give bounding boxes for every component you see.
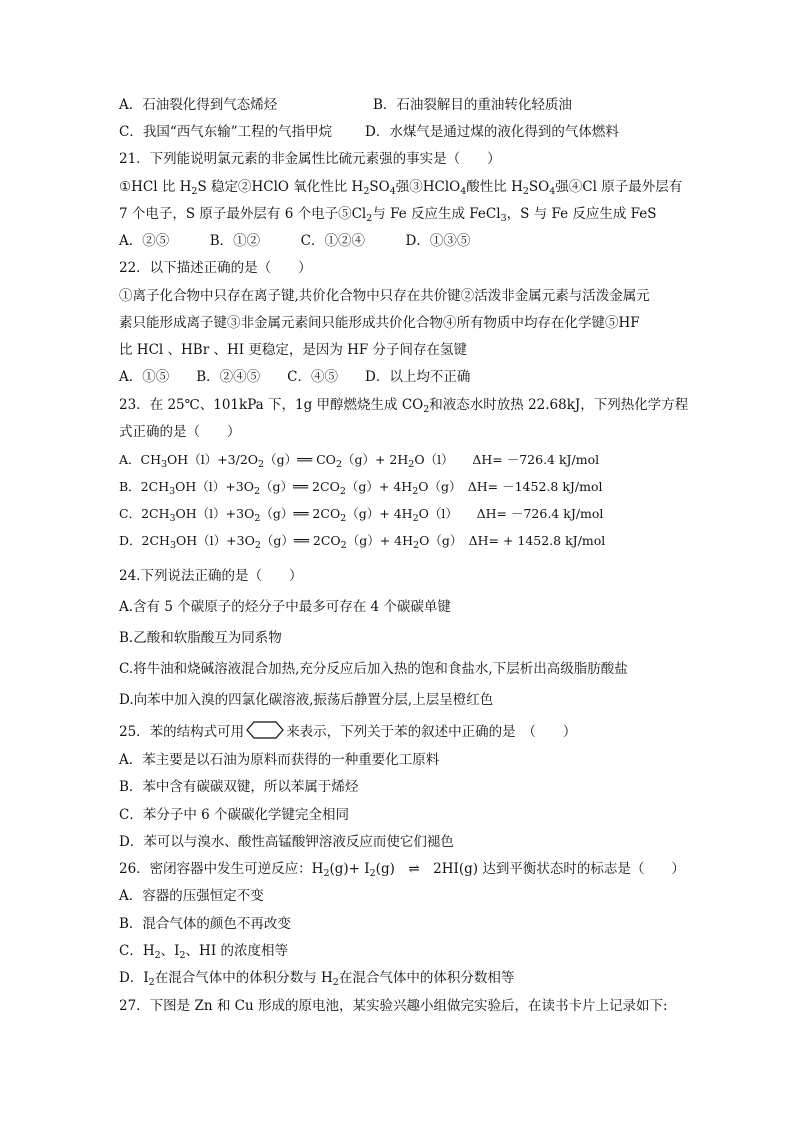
q25-option-b: B．苯中含有碳碳双键，所以苯属于烯烃: [119, 779, 359, 795]
q23-stem-line2: 式正确的是（ ）: [119, 424, 241, 440]
q20-option-d: D．水煤气是通过煤的液化得到的气体燃料: [365, 124, 619, 140]
q21-statement-line1: ①HCl 比 $H_2S$ 稳定②HClO 氧化性比 $H_2SO_4$强③HClO$_4$酸性比 $H_2SO_4$强④Cl 原子最外层有: [119, 179, 683, 197]
q23-option-c: C．$2CH_3OH(l)+3O_2(g)══$ $2CO_2(g)+ 4H_2O(l)$ ΔH= －726.4 kJ/mol: [119, 506, 604, 524]
q23-stem-line1: 23．在 25℃、101kPa 下，1g 甲醇燃烧生成 $CO_2$和液态水时放热 22.68kJ，下列热化学方程: [119, 397, 689, 415]
q26-option-a: A．容器的压强恒定不变: [119, 888, 264, 904]
q25-stem: 25．苯的结构式可用 来表示，下列关于苯的叙述中正确的是 （ ）: [119, 721, 576, 741]
q22-statement-line2: 素只能形成离子键③非金属元素间只能形成共价化合物④所有物质中均存在化学键⑤HF: [119, 315, 640, 331]
q21-stem: 21．下列能说明氯元素的非金属性比硫元素强的事实是（ ）: [119, 151, 501, 167]
q26-option-c: C．$H_2$、$I_2$、HI 的浓度相等: [119, 943, 288, 961]
q22-statement-line1: ①离子化合物中只存在离子键,共价化合物中只存在共价键②活泼非金属元素与活泼金属元: [119, 288, 650, 304]
q22-stem: 22．以下描述正确的是（ ）: [119, 260, 312, 276]
q24-option-a: A.含有 5 个碳原子的烃分子中最多可存在 4 个碳碳单键: [119, 599, 451, 615]
benzene-structure-icon: [246, 721, 284, 739]
q22-statement-line3: 比 HCl 、HBr 、HI 更稳定，是因为 HF 分子间存在氢键: [119, 342, 468, 358]
q24-option-b: B.乙酸和软脂酸互为同系物: [119, 630, 282, 646]
q26-option-d: D．$I_2$在混合气体中的体积分数与 $H_2$在混合气体中的体积分数相等: [119, 970, 515, 988]
q21-options: A．②⑤ B．①② C．①②④ D．①③⑤: [119, 233, 471, 249]
q24-stem: 24.下列说法正确的是（ ）: [119, 568, 303, 584]
q20-option-b: B．石油裂解目的重油转化轻质油: [373, 97, 572, 113]
q23-option-b: B．$2CH_3OH(l)+3O_2(g)══$ $2CO_2(g)+ 4H_2O(g)$ ΔH= －1452.8 kJ/mol: [119, 479, 603, 497]
q27-stem: 27．下图是 Zn 和 Cu 形成的原电池，某实验兴趣小组做完实验后，在读书卡片上记录如下:: [119, 998, 668, 1014]
q24-option-c: C.将牛油和烧碱溶液混合加热,充分反应后加入热的饱和食盐水,下层析出高级脂肪酸盐: [119, 661, 628, 677]
q21-statement-line2: 7 个电子，S 原子最外层有 6 个电子$⑤Cl_2$与 Fe 反应生成 FeCl$_3$，S 与 Fe 反应生成 FeS: [119, 206, 657, 224]
q23-option-a: A．$CH_3OH(l)+3/2O_2(g)══$ $CO_2(g)+ 2H_2O(l)$ ΔH= －726.4 kJ/mol: [119, 452, 600, 470]
q23-option-d: D．$2CH_3OH(l)+3O_2(g)══$ $2CO_2(g)+ 4H_2O(g)$ ΔH= + 1452.8 kJ/mol: [119, 533, 606, 551]
q22-options: A．①⑤ B．②④⑤ C．④⑤ D．以上均不正确: [119, 369, 471, 385]
q24-option-d: D.向苯中加入溴的四氯化碳溶液,振荡后静置分层,上层呈橙红色: [119, 692, 494, 708]
q25-option-d: D．苯可以与溴水、酸性高锰酸钾溶液反应而使它们褪色: [119, 834, 454, 850]
q25-option-c: C．苯分子中 6 个碳碳化学键完全相同: [119, 807, 350, 823]
q26-option-b: B．混合气体的颜色不再改变: [119, 916, 291, 932]
q26-stem: 26．密闭容器中发生可逆反应：$H_2(g)+ I_2(g)$ ⇌ 2HI(g) 达到平衡状态时的标志是（ ）: [119, 861, 685, 879]
q25-option-a: A．苯主要是以石油为原料而获得的一种重要化工原料: [119, 752, 440, 768]
q20-option-c: C．我国“西气东输”工程的气指甲烷: [119, 124, 333, 140]
q20-option-a: A．石油裂化得到气态烯烃: [119, 97, 278, 113]
